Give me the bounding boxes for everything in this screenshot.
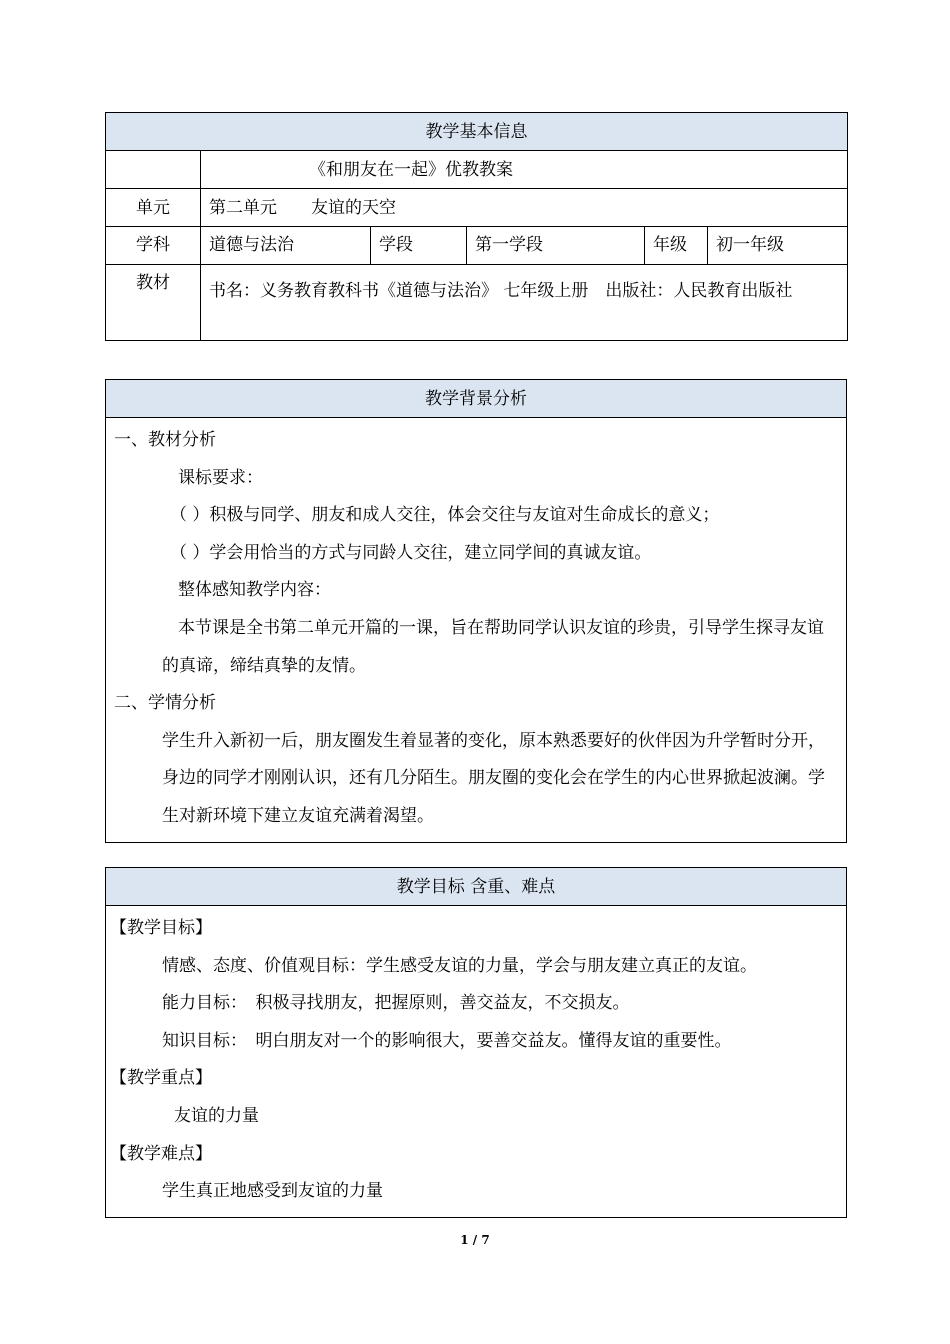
page-number: 1 / 7 [460,1233,490,1247]
grade-label: 年级 [645,227,708,265]
stage-value: 第一学段 [467,227,645,265]
teaching-goals-heading: 【教学目标】 [110,918,212,938]
material-analysis-heading: 一、教材分析 [114,430,216,450]
emotion-goal: 情感、态度、价值观目标：学生感受友谊的力量，学会与朋友建立真正的友谊。 [162,955,757,976]
unit-row [106,189,848,227]
key-point-heading: 【教学重点】 [110,1068,212,1089]
difficulty-content: 学生真正地感受到友谊的力量 [162,1181,383,1202]
objectives-header: 教学目标 含重、难点 [106,868,847,906]
curriculum-requirement-label: 课标要求： [178,467,263,488]
grade-value: 初一年级 [708,227,848,265]
objectives-body-row [106,906,847,1218]
title-row [106,151,848,189]
unit-label: 单元 [106,189,201,227]
lesson-title: 《和朋友在一起》优教教案 [201,151,848,189]
background-body-row [106,418,847,843]
difficulty-heading: 【教学难点】 [110,1143,212,1164]
background-header: 教学背景分析 [106,380,847,418]
unit-value: 第二单元 友谊的天空 [201,189,848,227]
basic-info-header-row [106,113,848,151]
textbook-label: 教材 [106,265,201,341]
overall-content-label: 整体感知教学内容： [178,580,331,601]
subject-row [106,227,848,265]
objectives-body [106,906,847,1218]
stage-label: 学段 [371,227,467,265]
knowledge-goal: 知识目标： 明白朋友对一个的影响很大，要善交益友。懂得友谊的重要性。 [162,1030,732,1051]
lesson-overview-paragraph: 本节课是全书第二单元开篇的一课，旨在帮助同学认识友谊的珍贵，引导学生探寻友谊的真谛，缔结真挚的友情。 [162,617,824,676]
requirement-item-2: （ ）学会用恰当的方式与同龄人交往，建立同学间的真诚友谊。 [170,542,652,563]
background-table [105,379,847,843]
basic-info-header: 教学基本信息 [106,113,848,151]
background-header-row [106,380,847,418]
student-analysis-heading: 二、学情分析 [114,693,216,714]
subject-label: 学科 [106,227,201,265]
title-empty-cell [106,151,201,189]
subject-value: 道德与法治 [201,227,371,265]
objectives-header-row [106,868,847,906]
textbook-row [106,265,848,341]
ability-goal: 能力目标： 积极寻找朋友，把握原则，善交益友，不交损友。 [162,993,630,1014]
objectives-table [105,867,847,1218]
key-point-content: 友谊的力量 [174,1105,259,1126]
requirement-item-1: （ ）积极与同学、朋友和成人交往，体会交往与友谊对生命成长的意义； [170,505,720,526]
textbook-value: 书名：义务教育教科书《道德与法治》 七年级上册 出版社：人民教育出版社 [201,265,848,341]
student-analysis-paragraph: 学生升入新初一后，朋友圈发生着显著的变化，原本熟悉要好的伙伴因为升学暂时分开，身边的同学才刚刚认识，还有几分陌生。朋友圈的变化会在学生的内心世界掀起波澜。学生对新环境下建立友谊充满着渴望。 [162,730,825,826]
background-body [106,418,847,843]
basic-info-table [105,112,848,341]
